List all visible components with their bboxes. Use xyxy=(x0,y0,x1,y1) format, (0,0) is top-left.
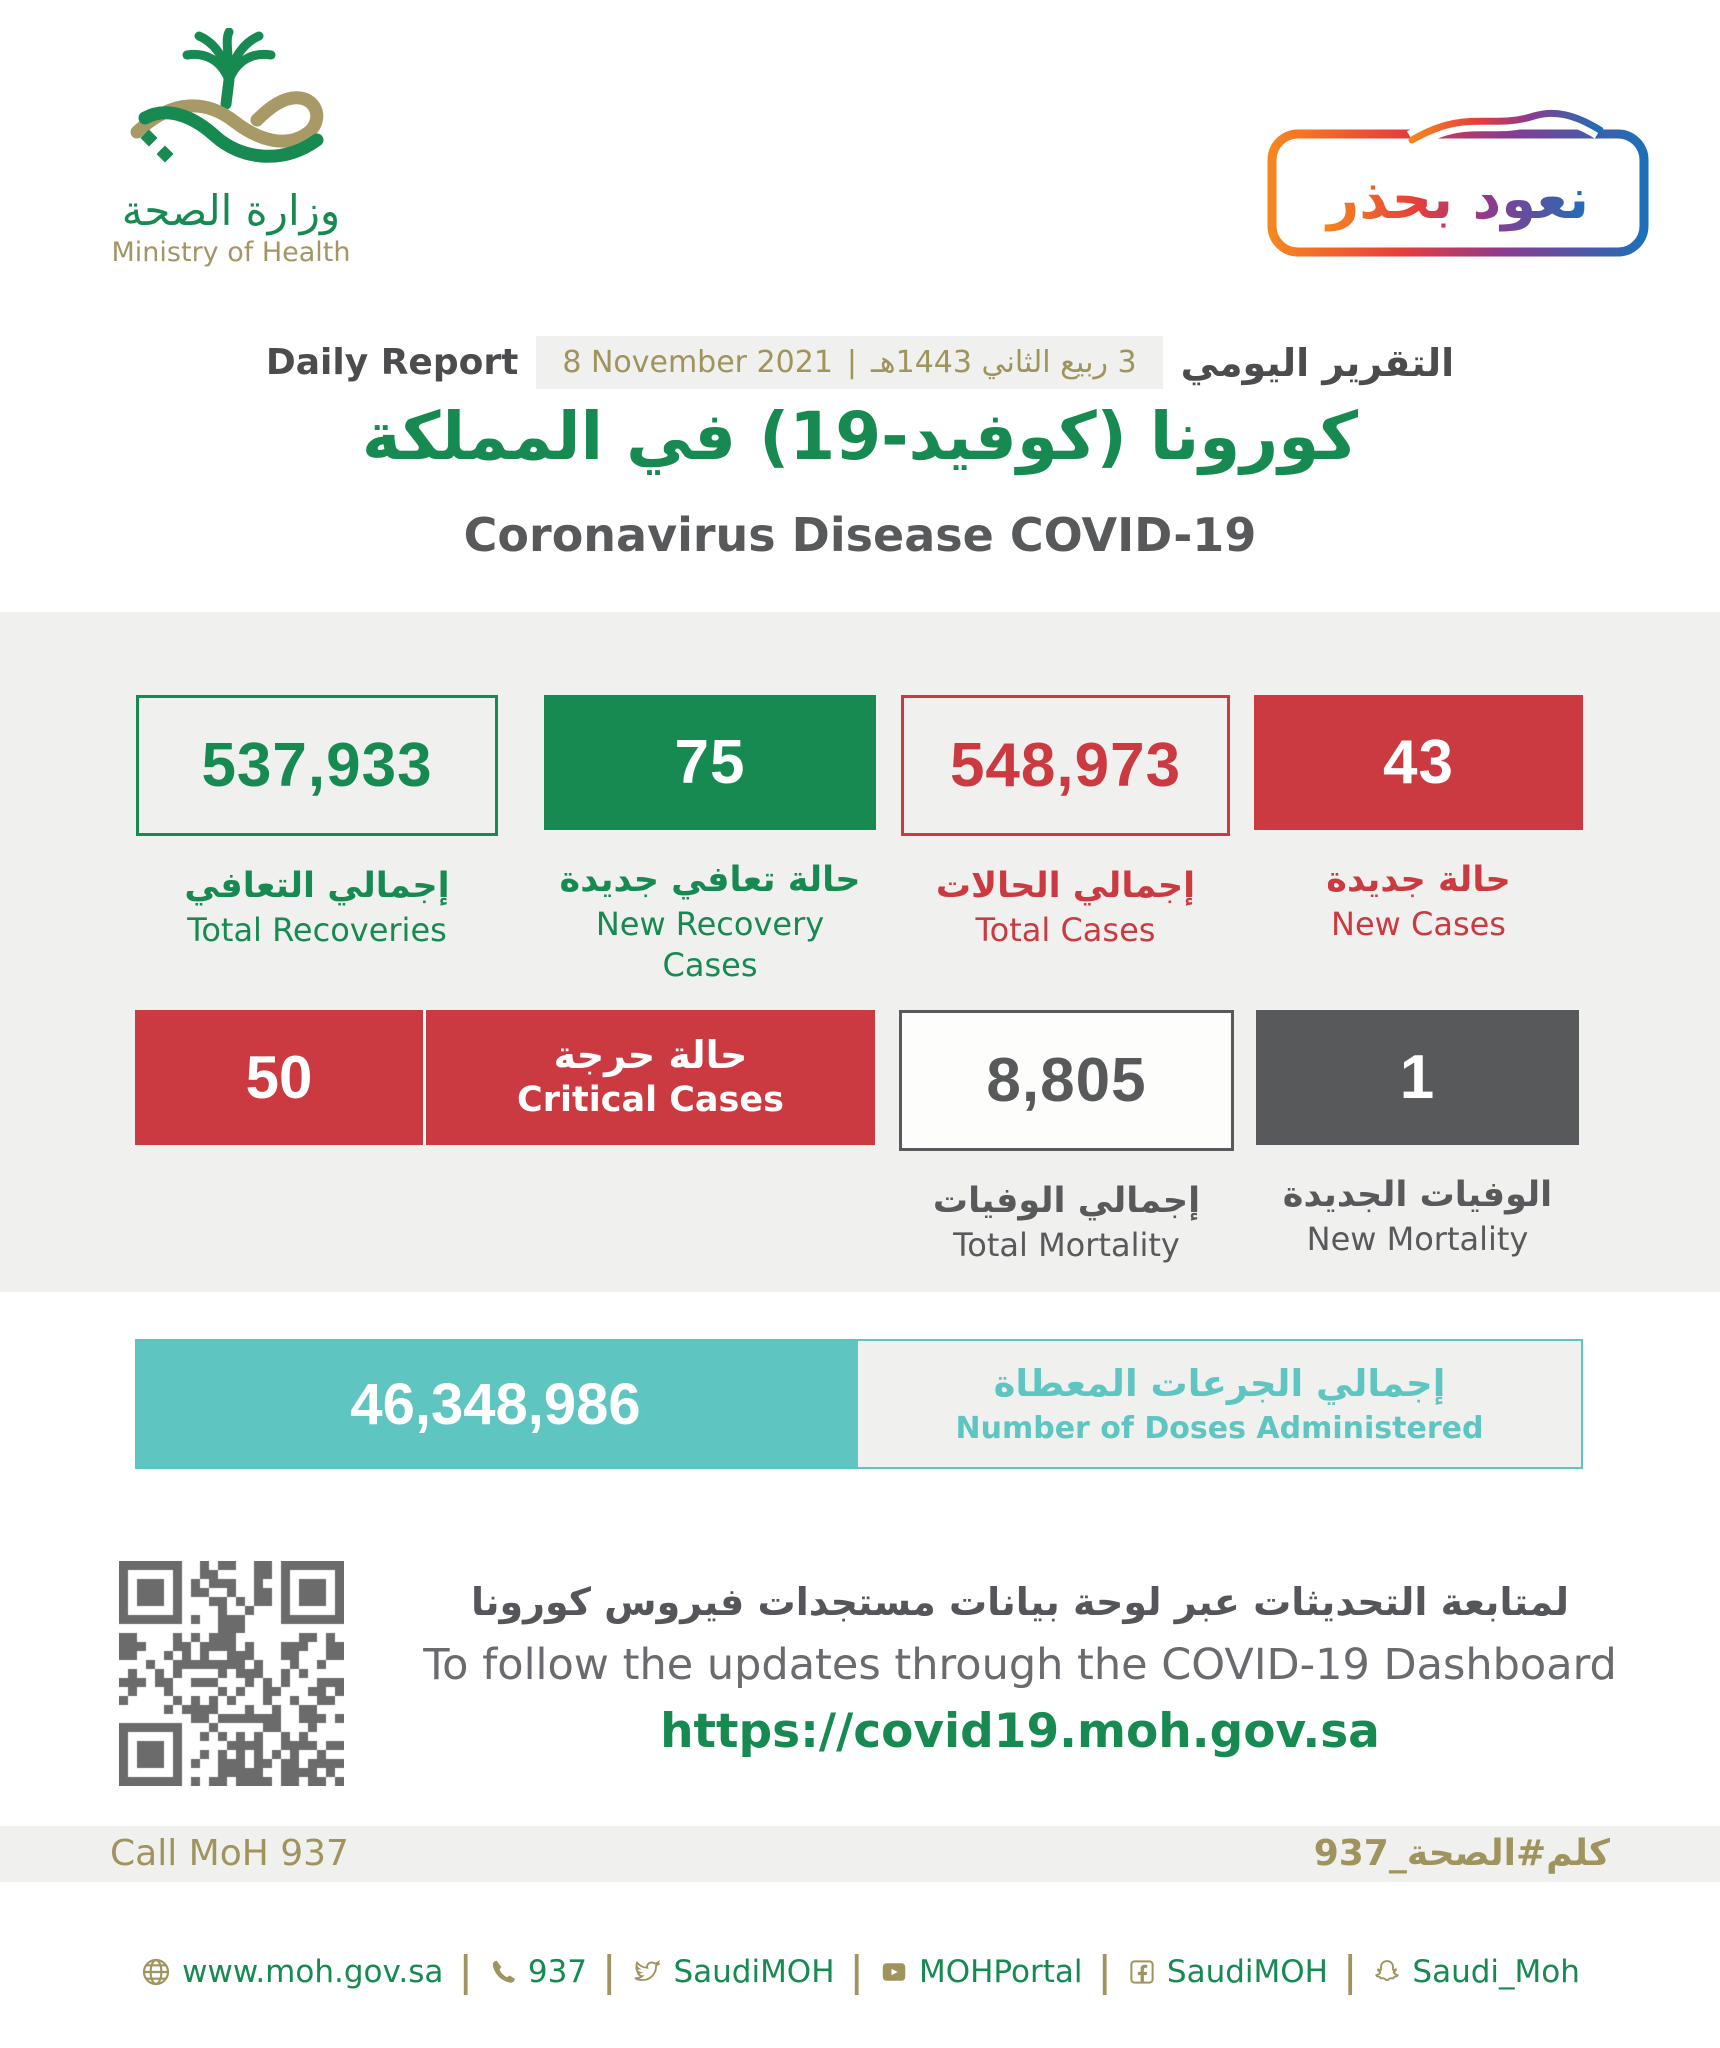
new-cases-label-en: New Cases xyxy=(1331,904,1506,943)
phone-icon xyxy=(488,1957,518,1987)
daily-report-label-en: Daily Report xyxy=(265,342,519,383)
stat-new-recovery-cases xyxy=(544,695,876,987)
call-moh-strip xyxy=(0,1826,1720,1882)
total-cases-label-ar: إجمالي الحالات xyxy=(935,866,1196,906)
total-cases-label-en: Total Cases xyxy=(975,910,1156,949)
total-recoveries-box xyxy=(136,695,498,836)
doses-value: 46,348,986 xyxy=(135,1339,856,1469)
total-mortality-label-en: Total Mortality xyxy=(953,1225,1180,1264)
dashboard-url-link[interactable]: https://covid19.moh.gov.sa xyxy=(660,1704,1380,1759)
report-date-hijri: 3 ربيع الثاني 1443هـ xyxy=(871,345,1137,380)
footer-separator: | xyxy=(459,1948,472,1996)
total-recoveries-value: 537,933 xyxy=(201,731,433,800)
page-title-arabic: كورونا (كوفيد-19) في المملكة xyxy=(361,398,1359,475)
moh-logo-english: Ministry of Health xyxy=(111,237,351,268)
new-cases-label-ar: حالة جديدة xyxy=(1326,860,1511,900)
doses-label-en: Number of Doses Administered xyxy=(955,1410,1484,1446)
qr-code-icon xyxy=(119,1561,344,1786)
call-moh-hashtag-ar: كلم#الصحة_937 xyxy=(1313,1833,1610,1874)
footer-separator: | xyxy=(603,1948,616,1996)
total-mortality-value: 8,805 xyxy=(986,1046,1147,1115)
svg-text:نعود بحذر: نعود بحذر xyxy=(1327,167,1589,232)
new-cases-value: 43 xyxy=(1383,728,1454,797)
footer-separator: | xyxy=(1098,1948,1111,1996)
total-mortality-box xyxy=(899,1010,1234,1151)
dashboard-line-en: To follow the updates through the COVID-19 Dashboard xyxy=(423,1640,1617,1690)
date-separator: | xyxy=(846,345,858,380)
total-recoveries-label-ar: إجمالي التعافي xyxy=(184,866,450,906)
snapchat-icon xyxy=(1372,1957,1402,1987)
new-recovery-cases-label-en: New Recovery Cases xyxy=(595,904,825,985)
footer-snapchat-label: Saudi_Moh xyxy=(1412,1954,1580,1990)
twitter-icon xyxy=(631,1956,663,1988)
facebook-icon xyxy=(1127,1957,1157,1987)
footer-youtube-label: MOHPortal xyxy=(918,1954,1083,1990)
stat-new-mortality xyxy=(1256,1010,1579,1260)
footer-phone-label: 937 xyxy=(527,1954,588,1990)
footer-item-website xyxy=(140,1954,443,1990)
stat-total-cases xyxy=(901,695,1230,951)
critical-cases-value: 50 xyxy=(245,1044,313,1111)
footer-separator: | xyxy=(1343,1948,1357,1996)
stat-total-recoveries xyxy=(136,695,498,951)
daily-report-label-ar: التقرير اليومي xyxy=(1180,340,1455,385)
report-meta-row xyxy=(0,336,1720,389)
doses-administered-bar xyxy=(135,1339,1583,1469)
footer-contact-row xyxy=(0,1948,1720,1996)
return-with-caution-badge xyxy=(1262,96,1662,266)
total-mortality-label-ar: إجمالي الوفيات xyxy=(932,1181,1201,1221)
return-with-caution-badge-icon xyxy=(1262,96,1662,266)
dashboard-qr-code xyxy=(106,1548,356,1798)
new-cases-box xyxy=(1254,695,1583,830)
new-recovery-cases-box xyxy=(544,695,876,830)
footer-item-snapchat xyxy=(1372,1954,1579,1990)
dashboard-line-ar: لمتابعة التحديثات عبر لوحة بيانات مستجدات فيروس كورونا xyxy=(471,1580,1569,1624)
footer-separator: | xyxy=(850,1948,863,1996)
footer-item-youtube xyxy=(879,1954,1083,1990)
critical-cases-label-ar: حالة حرجة xyxy=(553,1032,748,1077)
dashboard-text-block xyxy=(380,1580,1660,1759)
footer-item-twitter xyxy=(631,1954,834,1990)
stat-new-cases xyxy=(1254,695,1583,945)
total-recoveries-label-en: Total Recoveries xyxy=(187,910,447,949)
moh-palm-logo-icon xyxy=(116,28,346,188)
page-title-english: Coronavirus Disease COVID-19 xyxy=(463,508,1257,562)
footer-item-facebook xyxy=(1127,1954,1328,1990)
footer-website-label: www.moh.gov.sa xyxy=(182,1954,444,1990)
critical-cases-label-en: Critical Cases xyxy=(517,1080,784,1121)
youtube-icon xyxy=(879,1957,909,1987)
new-mortality-value: 1 xyxy=(1399,1043,1436,1112)
report-date-gregorian: 8 November 2021 xyxy=(562,345,833,380)
total-cases-box xyxy=(901,695,1230,836)
new-recovery-cases-value: 75 xyxy=(674,728,746,797)
doses-label-box xyxy=(856,1339,1583,1469)
globe-icon xyxy=(140,1956,172,1988)
stat-critical-cases xyxy=(135,1010,875,1145)
call-moh-label-en: Call MoH 937 xyxy=(110,1833,349,1874)
new-mortality-label-en: New Mortality xyxy=(1306,1219,1529,1258)
footer-item-phone xyxy=(488,1954,587,1990)
footer-facebook-label: SaudiMOH xyxy=(1166,1954,1328,1990)
report-date-box xyxy=(536,336,1162,389)
doses-label-ar: إجمالي الجرعات المعطاة xyxy=(993,1362,1446,1406)
new-mortality-box xyxy=(1256,1010,1579,1145)
stat-total-mortality xyxy=(899,1010,1234,1266)
new-mortality-label-ar: الوفيات الجديدة xyxy=(1282,1175,1553,1215)
stats-band xyxy=(0,612,1720,1292)
moh-logo xyxy=(86,28,376,268)
footer-twitter-label: SaudiMOH xyxy=(673,1954,835,1990)
new-recovery-cases-label-ar: حالة تعافي جديدة xyxy=(559,860,861,900)
total-cases-value: 548,973 xyxy=(949,731,1182,800)
moh-logo-arabic: وزارة الصحة xyxy=(121,186,341,235)
